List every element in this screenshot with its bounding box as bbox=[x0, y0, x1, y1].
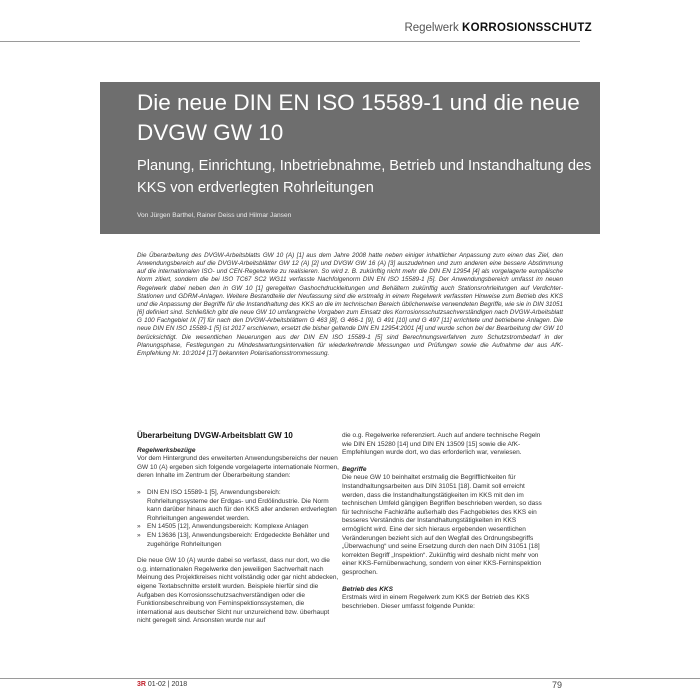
section-title: Überarbeitung DVGW-Arbeitsblatt GW 10 bbox=[137, 431, 293, 440]
left-intro: Vor dem Hintergrund des erweiterten Anwendungsbereichs der neuen GW 10 (A) ergeben sich folgende vorgelagerte internationale Normen, deren Inhalte im Zentrum der Überarbeitung standen: bbox=[137, 455, 339, 480]
article-authors: Von Jürgen Barthel, Rainer Deiss und Hilmar Jansen bbox=[137, 212, 292, 219]
footer-rule bbox=[0, 678, 700, 679]
norms-list bbox=[137, 489, 339, 549]
list-item: » EN 14505 [12], Anwendungsbereich: Komplexe Anlagen bbox=[137, 523, 339, 532]
right-continuation: die o.g. Regelwerke referenziert. Auch auf andere technische Regeln wie DIN EN 15280 [14] und DIN EN 13509 [15] sowie die AfK-Empfehlungen wurde dort, wo das erforderlich war, verwiesen. bbox=[342, 432, 541, 457]
header-category: Regelwerk bbox=[404, 22, 459, 34]
left-column bbox=[137, 432, 339, 634]
subhead-betrieb: Betrieb des KKS bbox=[342, 585, 393, 593]
subhead-begriffe: Begriffe bbox=[342, 465, 367, 473]
publication-logo: 3R bbox=[137, 681, 146, 688]
terms-body: Die neue GW 10 beinhaltet erstmalig die Begrifflichkeiten für Instandhaltungsarbeiten aus DIN 31051 [18]. Damit soll erreicht werden, dass die Instandhaltungstätigkeiten im KKS mit den im technischen Umfeld gängigen Begriffen beschrieben werden, so dass für technische Fachkräfte außerhalb des Fachgebietes des KKS ein besseres Verständnis der Instandhaltungstätigkeiten im KKS ermöglicht wird. Eine der sich hieraus ergebenden wesentlichen Veränderungen bezieht sich auf den Wegfall des Ordnungsbegriffs „Überwachung“ und seine Ersetzung durch den nach DIN 31051 [18] korrekten Begriff „Inspektion“. Zukünftig wird deshalb nicht mehr von einer KKS-Fernüberwachung, sondern von einer KKS-Ferninspektion gesprochen. bbox=[342, 474, 542, 576]
right-column bbox=[342, 432, 546, 619]
list-item: » DIN EN ISO 15589-1 [5], Anwendungsbereich: Rohrleitungssysteme der Erdgas- und Erdölindustrie. Die Norm kann darüber hinaus auch für den KKS aller anderen erdverlegten Rohrleitungen angewendet werden. bbox=[137, 489, 339, 523]
page-number: 79 bbox=[552, 680, 563, 690]
article-subtitle: Planung, Einrichtung, Inbetriebnahme, Betrieb und Instandhaltung des KKS von erdverlegten Rohrleitungen bbox=[137, 158, 592, 196]
article-title: Die neue DIN EN ISO 15589-1 und die neue DVGW GW 10 bbox=[137, 90, 580, 145]
list-item: » EN 13636 [13], Anwendungsbereich: Erdgedeckte Behälter und zugehörige Rohrleitungen bbox=[137, 532, 339, 549]
running-header bbox=[0, 12, 700, 42]
article-abstract: Die Überarbeitung des DVGW-Arbeitsblatts GW 10 (A) [1] aus dem Jahre 2008 hatte neben einiger inhaltlicher Anpassung zum einen das Ziel, den Anwendungsbereich auf die DVGW-Arbeitsblätter GW 12 (A) [2] und DVGW GW 16 (A) [3] auszudehnen und zum anderen eine bessere Abstimmung auf die internationalen ISO- und CEN-Regelwerke zu realisieren. So wird z. B. zukünftig nicht mehr die DIN EN 12954 [4] als vorgelagerte europäische Norm zitiert, sondern die bei ISO TC67 SC2 WG11 verfasste Nachfolgenorm DIN EN ISO 15589-1 [5]. Der Anwendungsbereich umfasst im neuen Regelwerk dabei neben den in GW 10 [1] geregelten Gashochdruckleitungen und Behältern zukünftig auch Stationsrohrleitungen auf Verdichter-Stationen und GDRM-Anlagen. Weitere Bestandteile der Neufassung sind die erstmalig in einem Regelwerk verfassten Hinweise zum Betrieb des KKS und die Anpassung der Begriffe für die Instandhaltung des KKS an die im technischen Bereich üblicherweise verwendeten Begriffe, wie sie in DIN 31051 [6] definiert sind. Schließlich gibt die neue GW 10 umfangreiche Vorgaben zum Einsatz des Korrosionsschutzsachverständigen nach DVGW-Arbeitsblatt G 100 Fachgebiet IX [7] für nach den DVGW-Arbeitsblättern G 463 [8], G 466-1 [9], G 491 [10] und G 497 [11] errichtete und betriebene Anlagen. Die neue DIN EN ISO 15589-1 [5] ist 2017 erschienen, ersetzt die bisher geltende DIN EN 12954:2001 [4] und wurde schon bei der Bearbeitung der GW 10 berücksichtigt. Die wesentlichen Neuerungen aus der DIN EN ISO 15589-1 [5] sind Berechnungsverfahren zum Schutzstrombedarf in der Planungsphase, Festlegungen zu Mindestwartungsintervallen für wiederkehrende Messungen und Prüfungen sowie die Aufnahme der aus AfK-Empfehlung Nr. 10:2014 [17] bekannten Polarisationsstrommessung. bbox=[137, 252, 563, 357]
footer-publication bbox=[137, 681, 187, 688]
left-body: Die neue GW 10 (A) wurde dabei so verfasst, dass nur dort, wo die o.g. internationalen Regelwerke den jeweiligen Sachverhalt nach Meinung des Projektkreises nicht vollständig oder gar nicht abdecken, eigene Textabschnitte erstellt wurden. Beispiele hierfür sind die Aufgaben des Korrosionsschutzsachverständigen oder die Funktionsbeschreibung von Ferninspektionssystemen, die international aus deutscher Sicht nur unzureichend bzw. überhaupt nicht geregelt sind. Ansonsten wurde nur auf bbox=[137, 557, 339, 625]
operation-body: Erstmals wird in einem Regelwerk zum KKS der Betrieb des KKS beschrieben. Dieser umfasst folgende Punkte: bbox=[342, 594, 530, 610]
issue-label: 01-02 | 2018 bbox=[147, 681, 188, 688]
subhead-regelwerk: Regelwerksbezüge bbox=[137, 446, 196, 454]
header-topic: KORROSIONSSCHUTZ bbox=[461, 22, 592, 34]
header-label bbox=[404, 22, 592, 34]
title-banner bbox=[100, 82, 600, 234]
header-rule bbox=[0, 41, 580, 42]
